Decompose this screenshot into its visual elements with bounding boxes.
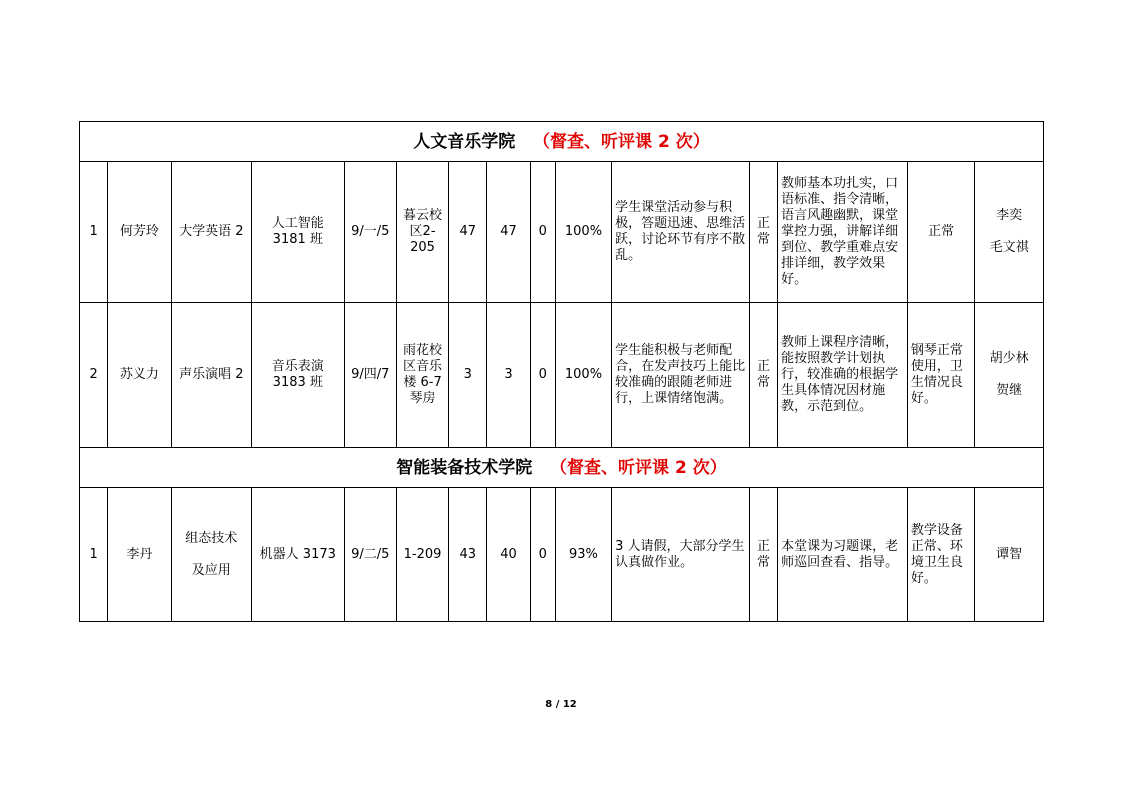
table-row: [80, 162, 1044, 303]
section-header-intelligent-equipment: [80, 448, 1044, 488]
attendance-status: 正常: [749, 162, 777, 303]
class-time: 9/一/5: [344, 162, 396, 303]
enrolled-count: 47: [449, 162, 487, 303]
class-name: 人工智能 3181 班: [252, 162, 345, 303]
class-name: 机器人 3173: [252, 488, 345, 622]
attendance-status: 正常: [749, 488, 777, 622]
section-title-cell: [80, 122, 1044, 162]
attendance-rate: 100%: [555, 303, 611, 448]
section-title-cell: [80, 448, 1044, 488]
inspectors-cell: [975, 162, 1044, 303]
teacher-name: 苏义力: [108, 303, 171, 448]
college-name: 智能装备技术学院: [396, 457, 533, 478]
course-name-line: 组态技术: [185, 530, 238, 546]
inspector-name: 胡少林: [989, 351, 1029, 366]
attendance-rate: 100%: [555, 162, 611, 303]
enrolled-count: 43: [449, 488, 487, 622]
college-name: 人文音乐学院: [413, 131, 516, 152]
class-time: 9/二/5: [344, 488, 396, 622]
inspectors-cell: [975, 488, 1044, 622]
section-header-humanities-music: [80, 122, 1044, 162]
facility-status: 正常: [907, 162, 974, 303]
inspector-name: 贺继: [996, 383, 1023, 398]
inspector-name: 谭智: [996, 546, 1023, 562]
student-status: 学生能积极与老师配合，在发声技巧上能比较准确的跟随老师进行，上课情绪饱满。: [612, 303, 750, 448]
student-status: 3 人请假，大部分学生认真做作业。: [612, 488, 750, 622]
class-time: 9/四/7: [344, 303, 396, 448]
inspection-note: （督查、听评课 2 次）: [533, 131, 710, 152]
student-status: 学生课堂活动参与积极，答题迅速、思维活跃，讨论环节有序不散乱。: [612, 162, 750, 303]
absent-count: 0: [530, 303, 555, 448]
present-count: 47: [487, 162, 530, 303]
class-location: 1-209: [396, 488, 448, 622]
course-name-line: 及应用: [191, 562, 231, 578]
enrolled-count: 3: [449, 303, 487, 448]
attendance-rate: 93%: [555, 488, 611, 622]
teaching-evaluation: 教师基本功扎实，口语标准、指令清晰，语言风趣幽默，课堂掌控力强，讲解详细到位、教学重难点安排详细，教学效果好。: [778, 162, 908, 303]
teacher-name: 何芳玲: [108, 162, 171, 303]
facility-status: 教学设备正常、环境卫生良好。: [907, 488, 974, 622]
absent-count: 0: [530, 162, 555, 303]
course-name: 大学英语 2: [171, 162, 251, 303]
course-name: 声乐演唱 2: [171, 303, 251, 448]
course-name-cell: [171, 488, 251, 622]
class-name: 音乐表演 3183 班: [252, 303, 345, 448]
present-count: 40: [487, 488, 530, 622]
row-number: 1: [80, 162, 108, 303]
teaching-evaluation: 教师上课程序清晰，能按照教学计划执行，较准确的根据学生具体情况因材施教，示范到位。: [778, 303, 908, 448]
table-row: [80, 488, 1044, 622]
class-location: 暮云校区2-205: [396, 162, 448, 303]
inspection-note: （督查、听评课 2 次）: [550, 457, 727, 478]
inspector-name: 毛文祺: [989, 240, 1029, 255]
teaching-evaluation: 本堂课为习题课，老师巡回查看、指导。: [778, 488, 908, 622]
page-number: 8 / 12: [545, 699, 577, 710]
inspection-table: [79, 121, 1044, 622]
table-row: [80, 303, 1044, 448]
inspectors-cell: [975, 303, 1044, 448]
facility-status: 钢琴正常使用，卫生情况良好。: [907, 303, 974, 448]
present-count: 3: [487, 303, 530, 448]
attendance-status: 正常: [749, 303, 777, 448]
absent-count: 0: [530, 488, 555, 622]
inspector-name: 李奕: [996, 208, 1023, 223]
row-number: 2: [80, 303, 108, 448]
teacher-name: 李丹: [108, 488, 171, 622]
row-number: 1: [80, 488, 108, 622]
class-location: 雨花校区音乐楼 6-7琴房: [396, 303, 448, 448]
